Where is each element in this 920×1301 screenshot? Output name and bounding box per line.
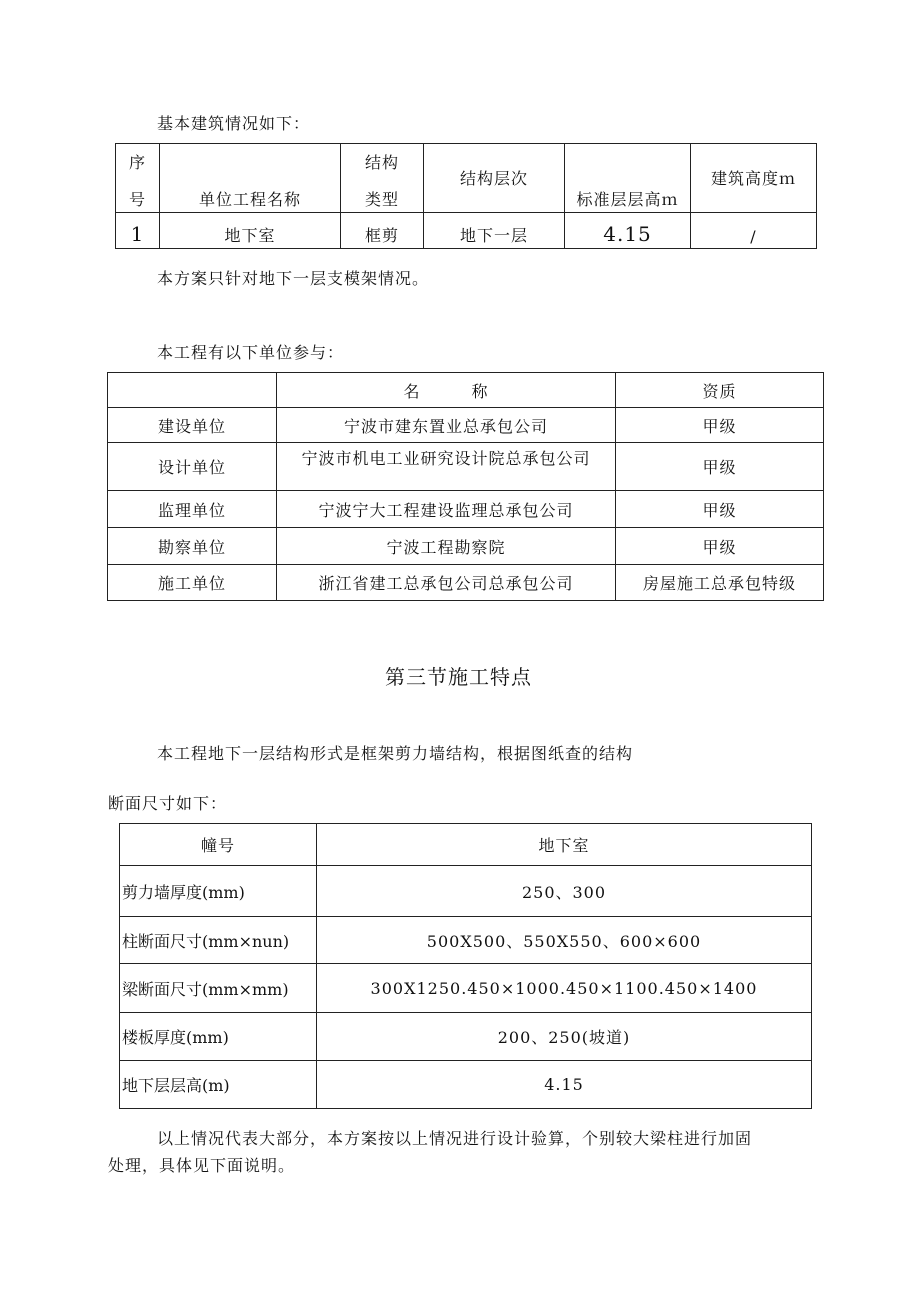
table-row — [120, 917, 812, 964]
cell-unit-name: 浙江省建工总承包公司总承包公司 — [277, 565, 616, 601]
cell-std-height: 4.15 — [565, 213, 691, 249]
cell-label: 地下层层高(m) — [120, 1061, 317, 1109]
cell-value: 200、250(坡道) — [317, 1013, 812, 1061]
cell-qual: 房屋施工总承包特级 — [616, 565, 824, 601]
cell-qual: 甲级 — [616, 528, 824, 565]
col-name-header: 单位工程名称 — [160, 144, 341, 213]
col-role-header — [108, 373, 277, 408]
cell-label: 梁断面尺寸(mm×mm) — [120, 964, 317, 1013]
seq-header-top: 序 — [128, 153, 146, 172]
section-title: 第三节施工特点 — [385, 665, 532, 689]
closing-line-1: 以上情况代表大部分，本方案按以上情况进行设计验算，个别较大梁柱进行加固 — [157, 1129, 753, 1148]
table-row — [108, 408, 824, 443]
table-row — [120, 964, 812, 1013]
cell-qual: 甲级 — [616, 443, 824, 491]
cell-value: 300X1250.450×1000.450×1100.450×1400 — [317, 964, 812, 1013]
cell-label: 剪力墙厚度(mm) — [120, 866, 317, 917]
cell-struct-type: 框剪 — [341, 213, 424, 249]
cell-role: 建设单位 — [108, 408, 277, 443]
section-size-table — [119, 823, 812, 1109]
col-name-header: 名 称 — [277, 373, 616, 408]
intro-text: 基本建筑情况如下： — [157, 114, 311, 133]
building-table — [115, 143, 817, 249]
cell-role: 设计单位 — [108, 443, 277, 491]
col-label-header: 幢号 — [120, 824, 317, 866]
cell-value: 500X500、550X550、600×600 — [317, 917, 812, 964]
cell-label: 楼板厚度(mm) — [120, 1013, 317, 1061]
units-intro: 本工程有以下单位参与： — [157, 343, 345, 362]
table-row — [120, 866, 812, 917]
feature-line-1: 本工程地下一层结构形式是框架剪力墙结构，根据图纸查的结构 — [157, 744, 634, 763]
units-table — [107, 372, 824, 601]
cell-seq: 1 — [116, 213, 160, 249]
table-row — [108, 528, 824, 565]
col-level-header: 结构层次 — [424, 144, 565, 213]
cell-qual: 甲级 — [616, 491, 824, 528]
cell-label: 柱断面尺寸(mm×nun) — [120, 917, 317, 964]
closing-line-2: 处理，具体见下面说明。 — [108, 1156, 296, 1175]
col-std-height-header: 标准层层高ｍ — [565, 144, 691, 213]
cell-level: 地下一层 — [424, 213, 565, 249]
cell-role: 监理单位 — [108, 491, 277, 528]
col-bld-height-header: 建筑高度ｍ — [691, 144, 817, 213]
table-row — [120, 1061, 812, 1109]
table-header-row — [116, 144, 817, 213]
cell-bld-height: / — [691, 213, 817, 249]
cell-unit-name: 宁波宁大工程建设监理总承包公司 — [277, 491, 616, 528]
cell-name: 地下室 — [160, 213, 341, 249]
cell-role: 施工单位 — [108, 565, 277, 601]
col-qual-header: 资质 — [616, 373, 824, 408]
col-seq-header — [116, 144, 160, 213]
cell-value: 250、300 — [317, 866, 812, 917]
table-row — [120, 1013, 812, 1061]
cell-unit-name: 宁波市建东置业总承包公司 — [277, 408, 616, 443]
col-value-header: 地下室 — [317, 824, 812, 866]
cell-role: 勘察单位 — [108, 528, 277, 565]
seq-header-bottom: 号 — [128, 190, 146, 209]
table-row — [108, 443, 824, 491]
cell-value: 4.15 — [317, 1061, 812, 1109]
col-struct-type-header — [341, 144, 424, 213]
struct-type-header-top: 结构 — [364, 153, 399, 172]
scope-text: 本方案只针对地下一层支模架情况。 — [157, 269, 430, 288]
cell-unit-name: 宁波工程勘察院 — [277, 528, 616, 565]
feature-line-2: 断面尺寸如下： — [108, 794, 228, 813]
table-row — [108, 565, 824, 601]
struct-type-header-bottom: 类型 — [364, 190, 399, 209]
table-row — [108, 491, 824, 528]
table-header-row — [120, 824, 812, 866]
cell-unit-name: 宁波市机电工业研究设计院总承包公司 — [277, 443, 616, 491]
table-row — [116, 213, 817, 249]
cell-qual: 甲级 — [616, 408, 824, 443]
table-header-row — [108, 373, 824, 408]
